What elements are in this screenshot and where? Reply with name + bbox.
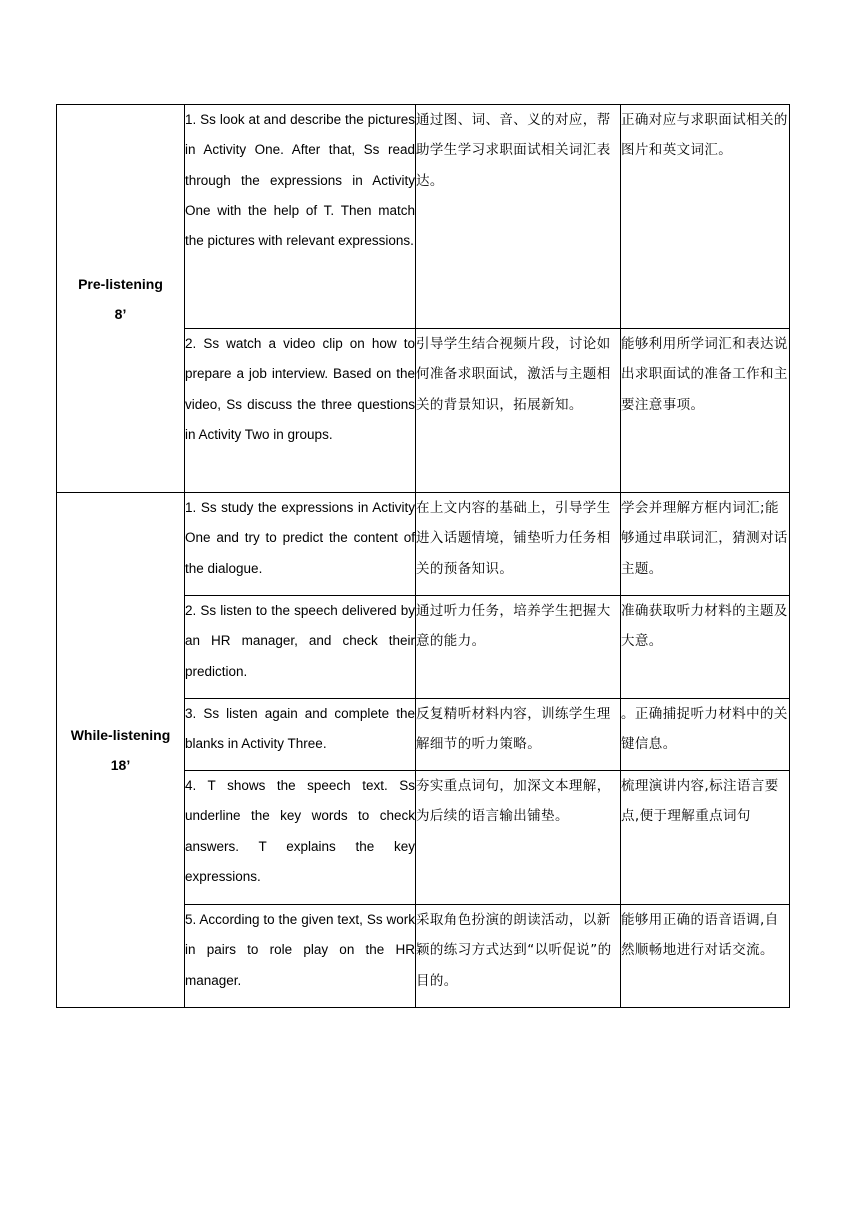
stage-time: 18’ xyxy=(110,757,131,773)
purpose-cell: 通过听力任务，培养学生把握大意的能力。 xyxy=(416,596,621,699)
outcome-cell: 能够用正确的语音语调,自然顺畅地进行对话交流。 xyxy=(621,905,790,1008)
activity-cell: 2. Ss listen to the speech delivered by an HR manager, and check their prediction. xyxy=(185,596,416,699)
stage-name: While-listening xyxy=(70,727,171,743)
activity-cell: 1. Ss study the expressions in Activity One and try to predict the content of the dialogue. xyxy=(185,493,416,596)
purpose-cell: 在上文内容的基础上，引导学生进入话题情境，铺垫听力任务相关的预备知识。 xyxy=(416,493,621,596)
outcome-cell: 能够利用所学词汇和表达说出求职面试的准备工作和主要注意事项。 xyxy=(621,329,790,493)
activity-cell: 5. According to the given text, Ss work in pairs to role play on the HR manager. xyxy=(185,905,416,1008)
stage-time: 8’ xyxy=(114,305,127,322)
outcome-cell: 。正确捕捉听力材料中的关键信息。 xyxy=(621,699,790,771)
lesson-plan-table xyxy=(56,104,790,1008)
outcome-cell: 学会并理解方框内词汇;能够通过串联词汇，猜测对话主题。 xyxy=(621,493,790,596)
activity-cell: 1. Ss look at and describe the pictures in Activity One. After that, Ss read through the expressions in Activity One with the help of T. Then match the pictures with relevant expressions. xyxy=(185,105,416,329)
activity-cell: 3. Ss listen again and complete the blanks in Activity Three. xyxy=(185,699,416,771)
stage-cell-pre-listening xyxy=(57,105,185,493)
outcome-cell: 准确获取听力材料的主题及大意。 xyxy=(621,596,790,699)
purpose-cell: 引导学生结合视频片段，讨论如何准备求职面试，激活与主题相关的背景知识，拓展新知。 xyxy=(416,329,621,493)
table-row xyxy=(57,105,790,329)
stage-name: Pre-listening xyxy=(78,275,163,292)
activity-cell: 2. Ss watch a video clip on how to prepare a job interview. Based on the video, Ss discuss the three questions in Activity Two in groups. xyxy=(185,329,416,493)
purpose-cell: 通过图、词、音、义的对应，帮助学生学习求职面试相关词汇表达。 xyxy=(416,105,621,329)
outcome-cell: 梳理演讲内容,标注语言要点,便于理解重点词句 xyxy=(621,771,790,905)
table-row xyxy=(57,493,790,596)
stage-cell-while-listening xyxy=(57,493,185,1008)
purpose-cell: 反复精听材料内容，训练学生理解细节的听力策略。 xyxy=(416,699,621,771)
activity-cell: 4. T shows the speech text. Ss underline the key words to check answers. T explains the key expressions. xyxy=(185,771,416,905)
purpose-cell: 采取角色扮演的朗读活动，以新颖的练习方式达到“以听促说”的目的。 xyxy=(416,905,621,1008)
outcome-cell: 正确对应与求职面试相关的图片和英文词汇。 xyxy=(621,105,790,329)
purpose-cell: 夯实重点词句，加深文本理解，为后续的语言输出铺垫。 xyxy=(416,771,621,905)
